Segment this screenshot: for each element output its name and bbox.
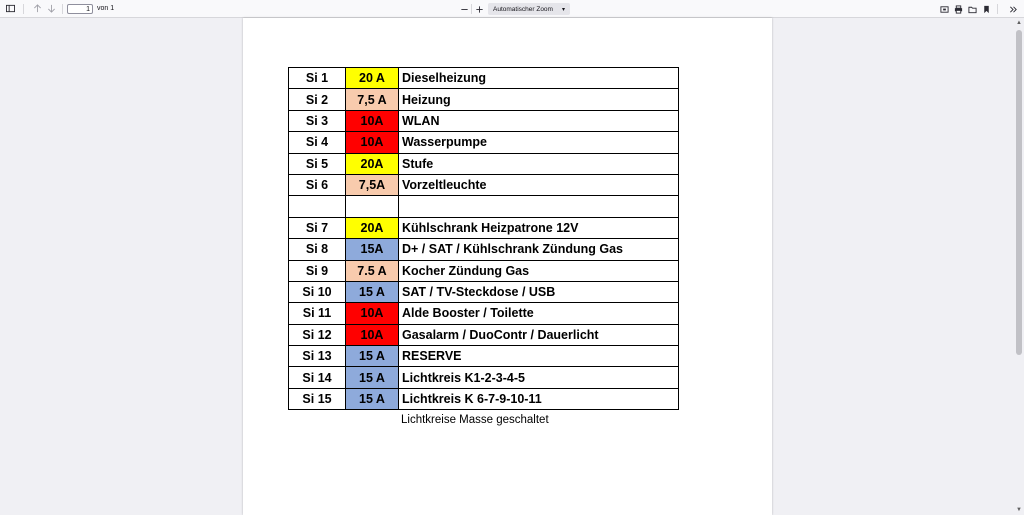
scroll-up-icon[interactable]: ▲	[1016, 20, 1022, 26]
fuse-id-cell: Si 13	[289, 346, 346, 367]
fuse-description-cell: RESERVE	[399, 346, 679, 367]
pdf-page	[243, 18, 772, 515]
fuse-description-cell: Kühlschrank Heizpatrone 12V	[399, 217, 679, 238]
fuse-description-cell: Wasserpumpe	[399, 132, 679, 153]
fuse-amperage-cell: 10A	[346, 303, 399, 324]
chevron-down-icon: ▾	[561, 6, 565, 13]
table-row	[289, 174, 679, 195]
fuse-description-cell	[399, 196, 679, 217]
open-file-icon[interactable]	[965, 2, 979, 16]
divider	[997, 4, 998, 14]
sidebar-toggle-icon[interactable]	[3, 2, 17, 16]
fuse-description-cell: SAT / TV-Steckdose / USB	[399, 281, 679, 302]
fuse-id-cell: Si 10	[289, 281, 346, 302]
table-row	[289, 110, 679, 131]
table-row	[289, 388, 679, 409]
fuse-description-cell: Kocher Zündung Gas	[399, 260, 679, 281]
fuse-description-cell: Vorzeltleuchte	[399, 174, 679, 195]
divider	[62, 4, 63, 14]
fuse-id-cell	[289, 196, 346, 217]
fuse-amperage-cell: 10A	[346, 132, 399, 153]
fuse-amperage-cell: 15 A	[346, 346, 399, 367]
fuse-id-cell: Si 5	[289, 153, 346, 174]
table-row	[289, 367, 679, 388]
table-row	[289, 260, 679, 281]
print-icon[interactable]	[951, 2, 965, 16]
fuse-description-cell: Gasalarm / DuoContr / Dauerlicht	[399, 324, 679, 345]
fuse-amperage-cell: 15 A	[346, 388, 399, 409]
fuse-description-cell: WLAN	[399, 110, 679, 131]
toolbar-right	[937, 2, 1002, 16]
table-row	[289, 89, 679, 110]
document-viewer[interactable]	[0, 18, 1014, 515]
fuse-amperage-cell: 15 A	[346, 281, 399, 302]
zoom-select[interactable]	[488, 3, 570, 15]
zoom-select-label: Automatischer Zoom	[493, 5, 553, 13]
fuse-amperage-cell: 10A	[346, 110, 399, 131]
next-page-icon[interactable]	[44, 2, 58, 16]
vertical-scrollbar[interactable]	[1014, 18, 1024, 515]
fuse-id-cell: Si 15	[289, 388, 346, 409]
bookmark-icon[interactable]	[979, 2, 993, 16]
fuse-id-cell: Si 12	[289, 324, 346, 345]
fuse-amperage-cell: 15A	[346, 239, 399, 260]
table-row	[289, 217, 679, 238]
table-row	[289, 239, 679, 260]
fuse-amperage-cell: 20 A	[346, 68, 399, 89]
fuse-amperage-cell: 15 A	[346, 367, 399, 388]
fuse-amperage-cell: 7,5 A	[346, 89, 399, 110]
fuse-id-cell: Si 7	[289, 217, 346, 238]
fuse-id-cell: Si 8	[289, 239, 346, 260]
table-row	[289, 324, 679, 345]
fuse-description-cell: Heizung	[399, 89, 679, 110]
table-row	[289, 303, 679, 324]
table-row	[289, 281, 679, 302]
zoom-in-icon[interactable]	[472, 2, 486, 16]
presentation-mode-icon[interactable]	[937, 2, 951, 16]
fuse-amperage-cell: 20A	[346, 153, 399, 174]
table-row	[289, 346, 679, 367]
page-number-input[interactable]: 1	[67, 4, 93, 14]
table-row	[289, 132, 679, 153]
fuse-id-cell: Si 11	[289, 303, 346, 324]
table-row	[289, 153, 679, 174]
fuse-table	[288, 67, 679, 410]
divider	[23, 4, 24, 14]
tools-menu-icon[interactable]	[1006, 2, 1020, 16]
fuse-description-cell: Alde Booster / Toilette	[399, 303, 679, 324]
fuse-description-cell: Dieselheizung	[399, 68, 679, 89]
fuse-id-cell: Si 14	[289, 367, 346, 388]
fuse-amperage-cell: 20A	[346, 217, 399, 238]
pdf-toolbar	[0, 0, 1024, 18]
fuse-amperage-cell	[346, 196, 399, 217]
fuse-id-cell: Si 9	[289, 260, 346, 281]
previous-page-icon[interactable]	[30, 2, 44, 16]
fuse-id-cell: Si 3	[289, 110, 346, 131]
fuse-description-cell: Lichtkreis K 6-7-9-10-11	[399, 388, 679, 409]
table-caption: Lichtkreise Masse geschaltet	[401, 414, 549, 426]
fuse-id-cell: Si 2	[289, 89, 346, 110]
scroll-thumb[interactable]	[1016, 30, 1022, 355]
fuse-description-cell: D+ / SAT / Kühlschrank Zündung Gas	[399, 239, 679, 260]
fuse-amperage-cell: 10A	[346, 324, 399, 345]
fuse-id-cell: Si 1	[289, 68, 346, 89]
fuse-id-cell: Si 4	[289, 132, 346, 153]
table-row	[289, 68, 679, 89]
zoom-controls	[457, 2, 570, 16]
fuse-amperage-cell: 7,5A	[346, 174, 399, 195]
fuse-amperage-cell: 7.5 A	[346, 260, 399, 281]
table-row	[289, 196, 679, 217]
scroll-down-icon[interactable]: ▼	[1016, 507, 1022, 513]
fuse-id-cell: Si 6	[289, 174, 346, 195]
fuse-description-cell: Stufe	[399, 153, 679, 174]
zoom-out-icon[interactable]	[457, 2, 471, 16]
page-count-label: von 1	[97, 5, 115, 12]
fuse-description-cell: Lichtkreis K1-2-3-4-5	[399, 367, 679, 388]
